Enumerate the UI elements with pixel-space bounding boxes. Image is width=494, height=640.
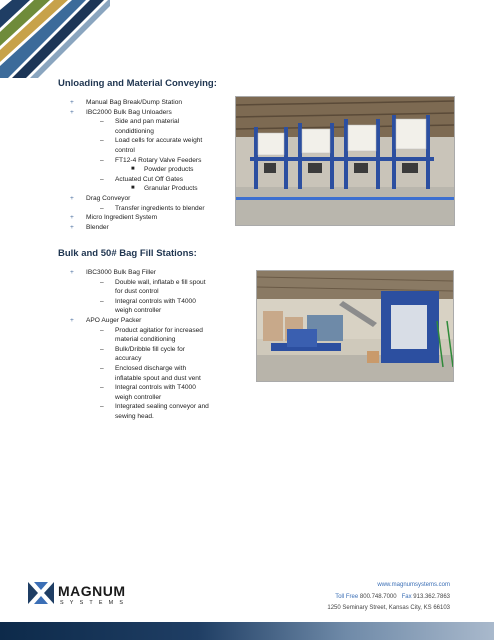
sub-list-item: – Integral controls with T4000 weigh controller [100, 297, 196, 315]
sub-list-item: – Integral controls with T4000 weigh controller [100, 384, 196, 401]
section-title-bag-fill: Bulk and 50# Bag Fill Stations: [58, 248, 197, 259]
list-item: + Manual Bag Break/Dump Station [70, 99, 183, 106]
fax-number: 913.362.7863 [413, 594, 450, 600]
magnum-logo-icon [28, 582, 54, 604]
list-item: + IBC2000 Bulk Bag Unloaders – Side and pan material condidtioning – Load cells for accurate weight control – FT12-4 Rotary Valve Feeders ■ Powder products – Actuated Cut Off Gates ■ Granular Products [70, 108, 205, 194]
tollfree-number: 800.748.7000 [359, 594, 397, 600]
sub-list-item: – Integrated sealing conveyor and sewing head. [100, 403, 209, 420]
list-item: + APO Auger Packer – Product agitatior for increased material conditioning – Bulk/Dribble fill cycle for accuracy – Enclosed discharge with inflatable spout and dust vent – Integral controls with T4000 weigh controller – Integrated sealing conveyor and sewing head. [70, 316, 209, 420]
list-item: + Micro Ingredient System [70, 214, 158, 222]
list-item: + Drag Conveyor – Transfer ingredients to blender [70, 194, 205, 212]
address: 1250 Seminary Street, Kansas City, KS 66103 [327, 605, 450, 611]
sub-list-item: – Bulk/Dribble fill cycle for accuracy [100, 345, 185, 363]
unloading-list [70, 98, 205, 232]
sub-sub-list-item: ■ Granular Products [131, 185, 198, 193]
tollfree-label: Toll Free [335, 594, 359, 600]
bag-fill-station-photo [256, 270, 454, 382]
bulk-bag-unloader-photo [235, 96, 455, 226]
sub-list-item: – Transfer ingredients to blender [100, 204, 205, 212]
section-title-unloading: Unloading and Material Conveying: [58, 78, 217, 89]
sub-list-item: – Load cells for accurate weight control [100, 137, 203, 154]
phone-line [335, 594, 450, 600]
sub-list-item: – Enclosed discharge with inflatable spout and dust vent [100, 364, 201, 382]
sub-list-item: – Side and pan material condidtioning [100, 118, 180, 135]
sub-list-item: – Product agitatior for increased material conditioning [100, 326, 203, 344]
sub-list-item: – Actuated Cut Off Gates ■ Granular Products [86, 175, 205, 194]
list-item: + Blender [70, 223, 109, 231]
website-link[interactable]: www.magnumsystems.com [377, 582, 450, 588]
sub-sub-list-item: ■ Powder products [131, 166, 194, 174]
list-item: + IBC3000 Bulk Bag Filler – Double wall, inflatab e fill spout for dust control – Integral controls with T4000 weigh controller [70, 268, 209, 316]
logo-subtitle: SYSTEMS [60, 600, 130, 606]
logo-wordmark: MAGNUM [58, 583, 126, 599]
footer-bar [0, 622, 494, 640]
corner-stripe-graphic [0, 0, 110, 78]
fax-label: Fax [401, 594, 412, 600]
bag-fill-list [70, 268, 209, 422]
sub-list-item: – Double wall, inflatab e fill spout for dust control [100, 278, 206, 296]
sub-list-item: – FT12-4 Rotary Valve Feeders ■ Powder products [86, 156, 205, 175]
